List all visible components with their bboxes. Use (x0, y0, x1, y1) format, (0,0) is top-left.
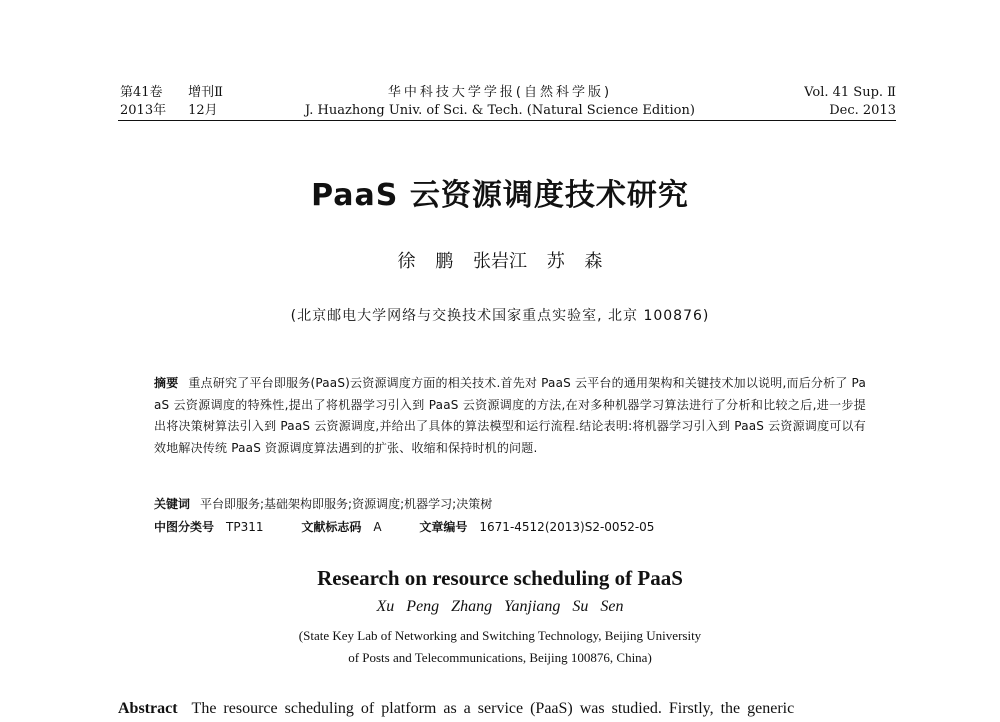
header-left (120, 84, 223, 120)
volume-en: Vol. 41 Sup. Ⅱ (804, 85, 896, 100)
article-number-label: 文章编号 (419, 520, 468, 534)
abstract-label-cn: 摘要 (154, 376, 179, 390)
article-number-value: 1671-4512(2013)S2-0052-05 (479, 520, 655, 534)
classification-line (154, 518, 654, 535)
clc-value: TP311 (226, 520, 264, 534)
doc-code-value: A (373, 520, 382, 534)
paper-title-en: Research on resource scheduling of PaaS (317, 566, 683, 590)
year-cn: 2013年 (120, 103, 167, 118)
issue-cn: 增刊Ⅱ (188, 85, 223, 100)
affiliation-en (0, 625, 1000, 669)
affiliation-cn: (北京邮电大学网络与交换技术国家重点实验室, 北京 100876) (290, 308, 710, 324)
header-center (260, 84, 740, 120)
date-en: Dec. 2013 (829, 103, 896, 118)
affiliation-en-line2: of Posts and Telecommunications, Beijing 100876, China) (348, 650, 652, 665)
abstract-cn (154, 373, 866, 459)
authors-cn: 徐 鹏 张岩江 苏 森 (397, 251, 603, 272)
abstract-text-en: The resource scheduling of platform as a service (PaaS) was studied. Firstly, the generic (191, 700, 795, 717)
volume-cn: 第41卷 (120, 85, 163, 100)
keywords-text: 平台即服务;基础架构即服务;资源调度;机器学习;决策树 (200, 497, 493, 511)
journal-title-en: J. Huazhong Univ. of Sci. & Tech. (Natural Science Edition) (305, 103, 695, 118)
month-cn: 12月 (188, 103, 218, 118)
abstract-text-cn: 重点研究了平台即服务(PaaS)云资源调度方面的相关技术.首先对 PaaS 云平台的通用架构和关键技术加以说明,而后分析了 PaaS 云资源调度的特殊性,提出了将机器学习引入到 PaaS 云资源调度的方法,在对多种机器学习算法进行了分析和比较之后,进一步提出将决策树算法引入到 PaaS 云资源调度,并给出了具体的算法模型和运行流程.结论表明:将机器学习引入到 PaaS 云资源调度可以有效地解决传统 PaaS 资源调度算法遇到的扩张、收缩和保持时机的问题. (154, 376, 866, 455)
clc-label: 中图分类号 (154, 520, 215, 534)
journal-title-cn: 华中科技大学学报(自然科学版) (387, 85, 613, 100)
header-right (804, 84, 896, 120)
abstract-en (118, 700, 898, 718)
paper-title-cn: PaaS 云资源调度技术研究 (311, 178, 689, 213)
authors-en: Xu Peng Zhang Yanjiang Su Sen (376, 598, 624, 615)
keywords-label: 关键词 (154, 497, 191, 511)
abstract-label-en: Abstract (118, 700, 178, 717)
doc-code-label: 文献标志码 (301, 520, 362, 534)
affiliation-en-line1: (State Key Lab of Networking and Switching Technology, Beijing University (298, 628, 702, 643)
keywords-cn (154, 495, 492, 512)
header-rule (118, 120, 896, 121)
